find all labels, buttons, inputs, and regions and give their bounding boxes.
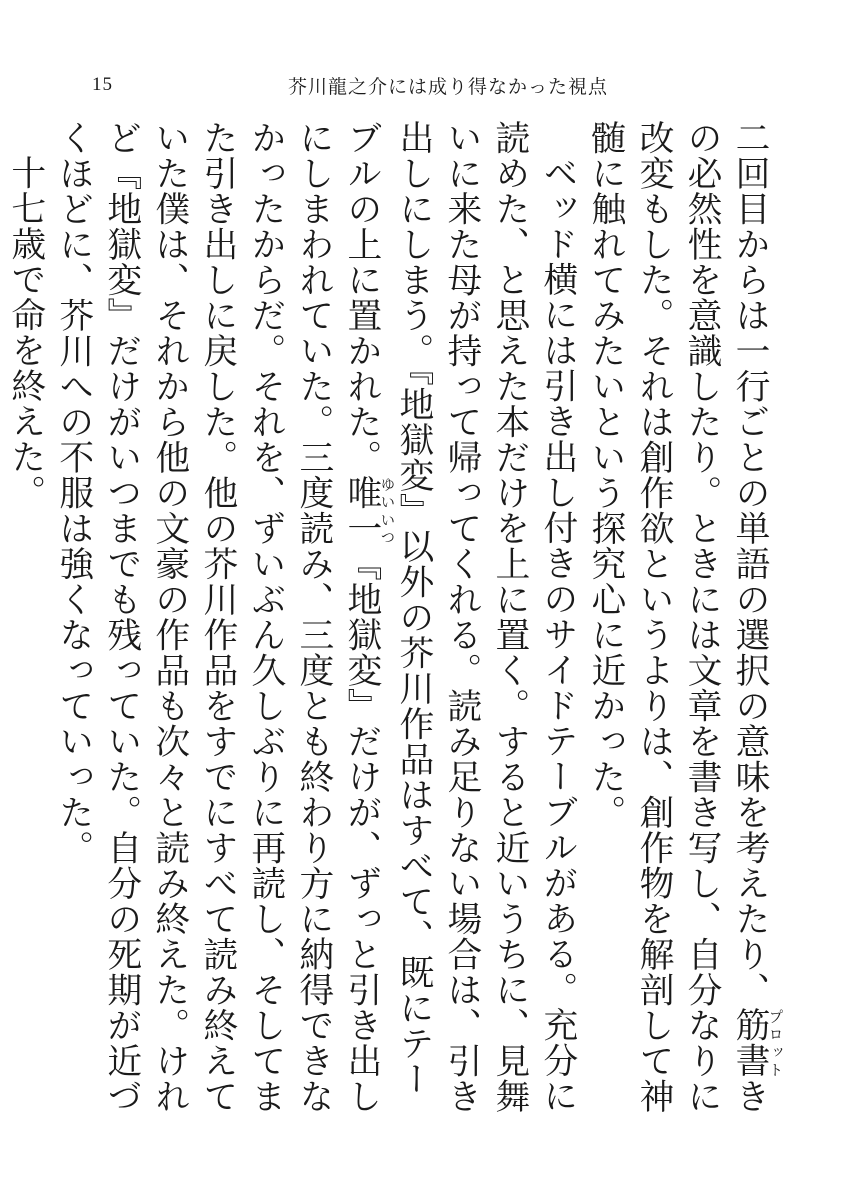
page-number: 15 [92,74,113,95]
ruby-annotation [340,474,396,546]
running-title: 芥川龍之介には成り得なかった視点 [288,76,609,98]
ruby-base: 唯一 [340,474,381,546]
text-run: 『地獄変』だけが、ずっと引き出しにしまわれていた。三度読み、三度とも終わり方に納得できなかったからだ。それを、ずいぶん久しぶりに再読し、そしてまた引き出しに戻した。他の芥川作品をすでにすべて読み終えていた僕は、それから他の文豪の作品も次々と読み終えた。けれど『地獄変』だけがいつまでも残っていた。自分の死期が近づくほどに、芥川への不服は強くなっていった。 [52,120,381,1114]
paragraph-4 [0,120,1,1120]
text-run: ベッド横には引き出し付きのサイドテーブルがある。充分に読めた、と思えた本だけを上に置く。すると近いうちに、見舞いに来た母が持って帰ってくれる。読み足りない場合は、引き出しにしまう。『地獄変』以外の芥川作品はすべて、既にテーブルの上に置かれた。 [340,120,577,1114]
ruby-reading: ゆいいつ [378,474,396,546]
text-run: 十七歳で命を終えた。 [4,154,45,510]
paragraph-2 [49,120,581,1120]
ruby-base: 筋書 [729,1007,769,1079]
text-run: きの必然性を意識したり。ときには文章を書き写し、自分なりに改変もした。それは創作欲というよりは、創作物を解剖して神髄に触れてみたいという探究心に近かった。 [584,120,769,1114]
paragraph-1 [581,120,783,1120]
ruby-annotation [729,1007,784,1079]
body-text [4,120,784,1120]
paragraph-3 [1,120,49,1120]
text-run: 二回目からは一行ごとの単語の選択の意味を考えたり、 [729,120,769,1008]
ruby-reading: プロット [766,1007,784,1079]
